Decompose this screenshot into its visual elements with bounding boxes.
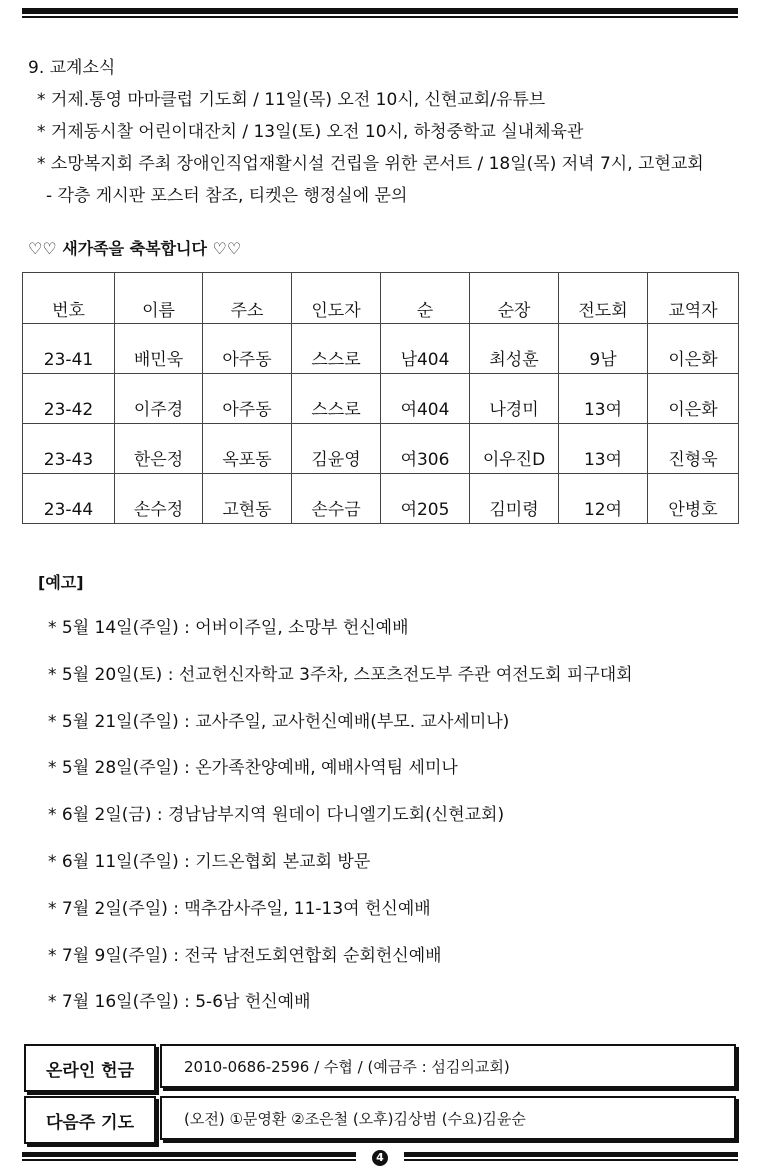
list-item: * 6월 2일(금) : 경남남부지역 원데이 다니엘기도회(신현교회): [48, 805, 505, 826]
table-cell: 12여: [559, 474, 648, 524]
header-group: 순: [381, 273, 470, 324]
table-cell: 23-44: [23, 474, 115, 524]
next-week-prayer-label-box: [24, 1096, 156, 1144]
table-cell: 한은정: [115, 424, 203, 474]
page-number-badge: 4: [372, 1150, 388, 1166]
list-item: * 7월 9일(주일) : 전국 남전도회연합회 순회헌신예배: [48, 945, 442, 966]
table-cell: 스스로: [292, 374, 381, 424]
next-week-prayer-box: [160, 1096, 736, 1140]
table-cell: 아주동: [203, 374, 292, 424]
list-item: * 5월 21일(주일) : 교사주일, 교사헌신예배(부모. 교사세미나): [48, 711, 510, 732]
header-pastor: 교역자: [648, 273, 739, 324]
list-item: * 5월 28일(주일) : 온가족찬양예배, 예배사역팀 세미나: [48, 758, 458, 779]
next-week-prayer-names: (오전) ①문영환 ②조은철 (오후)김상범 (수요)김윤순: [184, 1109, 526, 1128]
table-cell: 아주동: [203, 324, 292, 374]
table-cell: 여205: [381, 474, 470, 524]
online-offering-account: 2010-0686-2596 / 수협 / (예금주 : 섬김의교회): [184, 1057, 510, 1076]
table-cell: 13여: [559, 424, 648, 474]
table-cell: 23-43: [23, 424, 115, 474]
table-cell: 옥포동: [203, 424, 292, 474]
table-cell: 배민욱: [115, 324, 203, 374]
table-cell: 23-41: [23, 324, 115, 374]
new-family-table: [22, 272, 739, 524]
table-cell: 여404: [381, 374, 470, 424]
header-number: 번호: [23, 273, 115, 324]
preview-heading: [예고]: [38, 573, 84, 592]
table-cell: 9남: [559, 324, 648, 374]
table-cell: 김미령: [470, 474, 559, 524]
table-row: [23, 424, 739, 474]
online-offering-account-box: [160, 1044, 736, 1088]
list-item: * 7월 16일(주일) : 5-6남 헌신예배: [48, 992, 311, 1013]
preview-list: [48, 610, 633, 1031]
church-news-section: [28, 52, 704, 212]
new-family-title: ♡♡ 새가족을 축복합니다 ♡♡: [28, 239, 242, 258]
table-cell: 손수금: [292, 474, 381, 524]
table-cell: 고현동: [203, 474, 292, 524]
table-cell: 23-42: [23, 374, 115, 424]
header-name: 이름: [115, 273, 203, 324]
table-cell: 최성훈: [470, 324, 559, 374]
table-cell: 이은화: [648, 324, 739, 374]
list-item: * 7월 2일(주일) : 맥추감사주일, 11-13여 헌신예배: [48, 898, 431, 919]
next-week-prayer-label: 다음주 기도: [45, 1112, 135, 1133]
table-cell: 진형욱: [648, 424, 739, 474]
table-row: [23, 374, 739, 424]
header-mission-society: 전도회: [559, 273, 648, 324]
church-news-heading: 9. 교계소식: [28, 58, 116, 78]
header-guide: 인도자: [292, 273, 381, 324]
news-item: * 거제.통영 마마클럽 기도회 / 11일(목) 오전 10시, 신현교회/유튜브: [37, 90, 546, 110]
online-offering-label-box: [24, 1044, 156, 1092]
top-double-rule: [22, 8, 738, 19]
table-row: [23, 474, 739, 524]
news-item: * 소망복지회 주최 장애인직업재활시설 건립을 위한 콘서트 / 18일(목) 저녁 7시, 고현교회: [37, 154, 704, 174]
table-cell: 남404: [381, 324, 470, 374]
table-cell: 이주경: [115, 374, 203, 424]
table-cell: 여306: [381, 424, 470, 474]
table-cell: 이우진D: [470, 424, 559, 474]
news-item: * 거제동시찰 어린이대잔치 / 13일(토) 오전 10시, 하청중학교 실내체육관: [37, 122, 584, 142]
header-group-leader: 순장: [470, 273, 559, 324]
table-row: [23, 324, 739, 374]
list-item: * 5월 14일(주일) : 어버이주일, 소망부 헌신예배: [48, 618, 409, 638]
table-cell: 김윤영: [292, 424, 381, 474]
header-address: 주소: [203, 273, 292, 324]
table-cell: 스스로: [292, 324, 381, 374]
list-item: * 5월 20일(토) : 선교헌신자학교 3주차, 스포츠전도부 주관 여전도회 피구대회: [48, 664, 633, 685]
table-cell: 손수정: [115, 474, 203, 524]
table-header-row: [23, 273, 739, 324]
list-item: * 6월 11일(주일) : 기드온협회 본교회 방문: [48, 851, 371, 872]
news-note: - 각층 게시판 포스터 참조, 티켓은 행정실에 문의: [46, 186, 408, 206]
table-cell: 나경미: [470, 374, 559, 424]
table-cell: 이은화: [648, 374, 739, 424]
table-cell: 안병호: [648, 474, 739, 524]
table-cell: 13여: [559, 374, 648, 424]
bottom-double-rule: [22, 1150, 738, 1164]
online-offering-label: 온라인 헌금: [45, 1060, 135, 1081]
